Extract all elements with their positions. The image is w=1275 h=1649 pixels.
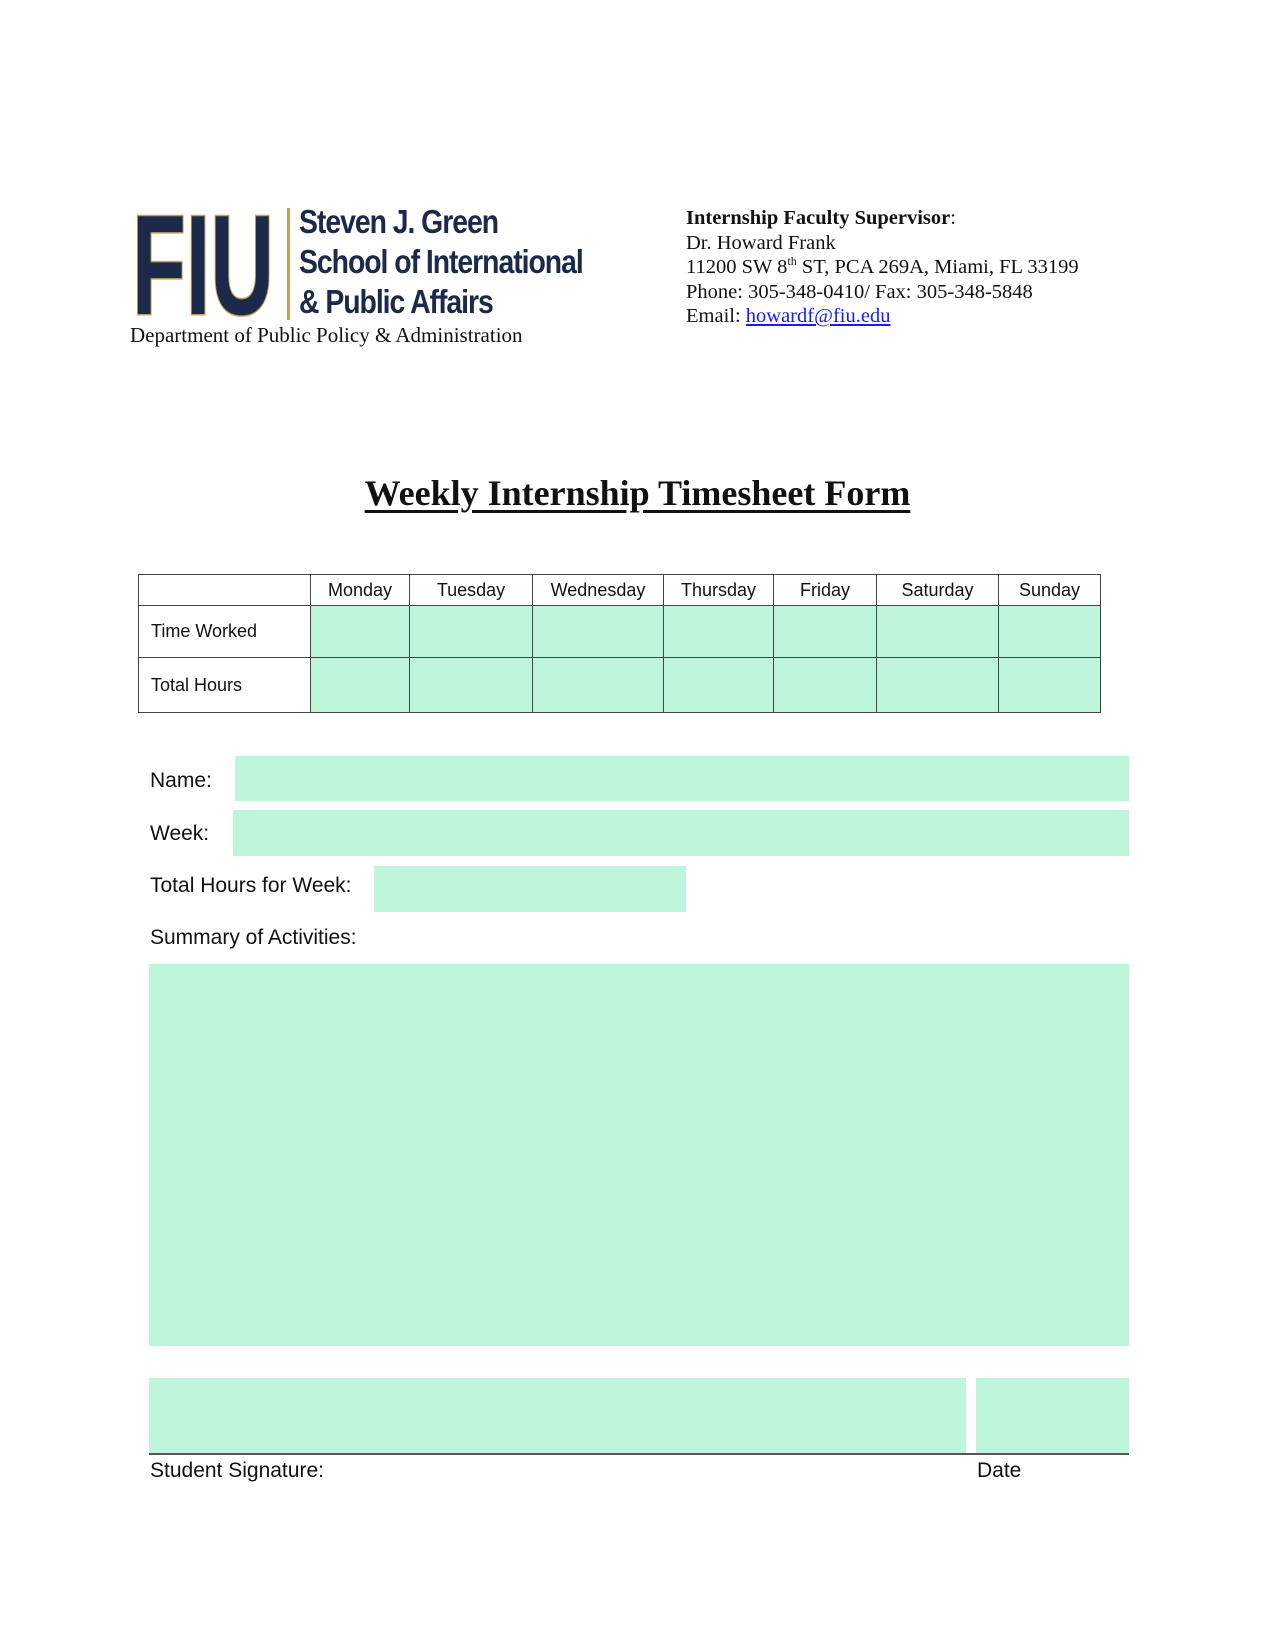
- address-street-number: 11200 SW 8: [686, 256, 788, 278]
- student-signature-field[interactable]: [149, 1378, 966, 1453]
- time-worked-sunday-input[interactable]: [999, 606, 1101, 658]
- row-label-time-worked: Time Worked: [139, 606, 311, 658]
- name-input[interactable]: [235, 756, 1129, 801]
- total-hours-saturday-input[interactable]: [877, 658, 999, 713]
- logo-divider: [287, 208, 290, 320]
- svg-text:FIU: FIU: [132, 208, 274, 320]
- summary-of-activities-textarea[interactable]: [149, 964, 1129, 1346]
- supervisor-name: Dr. Howard Frank: [686, 231, 836, 254]
- total-hours-tuesday-input[interactable]: [410, 658, 533, 713]
- summary-label: Summary of Activities:: [150, 926, 357, 949]
- supervisor-title: Internship Faculty Supervisor: [686, 207, 951, 229]
- date-field[interactable]: [976, 1378, 1129, 1453]
- email-label: Email:: [686, 305, 746, 327]
- time-worked-tuesday-input[interactable]: [410, 606, 533, 658]
- supervisor-phone-fax: Phone: 305-348-0410/ Fax: 305-348-5848: [686, 280, 1033, 303]
- day-header-sunday: Sunday: [999, 575, 1101, 606]
- day-header-thursday: Thursday: [664, 575, 774, 606]
- day-header-monday: Monday: [311, 575, 410, 606]
- supervisor-email-row: [686, 304, 1079, 329]
- table-corner: [139, 575, 311, 606]
- day-header-tuesday: Tuesday: [410, 575, 533, 606]
- total-hours-thursday-input[interactable]: [664, 658, 774, 713]
- address-ordinal: th: [787, 254, 797, 269]
- email-link[interactable]: howardf@fiu.edu: [745, 305, 891, 327]
- signature-line: [149, 1453, 1129, 1455]
- total-hours-for-week-input[interactable]: [374, 866, 686, 912]
- fiu-logo-mark: [130, 208, 278, 320]
- student-signature-label: Student Signature:: [150, 1459, 324, 1482]
- total-hours-sunday-input[interactable]: [999, 658, 1101, 713]
- total-hours-wednesday-input[interactable]: [533, 658, 664, 713]
- logo-line-2: School of International: [299, 243, 583, 280]
- total-hours-for-week-label: Total Hours for Week:: [150, 874, 352, 897]
- time-worked-thursday-input[interactable]: [664, 606, 774, 658]
- day-header-saturday: Saturday: [877, 575, 999, 606]
- week-input[interactable]: [233, 810, 1129, 856]
- time-worked-saturday-input[interactable]: [877, 606, 999, 658]
- fiu-logo: [130, 203, 583, 323]
- time-worked-wednesday-input[interactable]: [533, 606, 664, 658]
- logo-line-3: & Public Affairs: [299, 283, 493, 320]
- supervisor-heading: [686, 206, 1079, 231]
- supervisor-address: [686, 255, 1079, 280]
- total-hours-friday-input[interactable]: [774, 658, 877, 713]
- row-label-total-hours: Total Hours: [139, 658, 311, 713]
- timesheet-table: [138, 574, 1101, 713]
- logo-line-1: Steven J. Green: [299, 203, 499, 240]
- day-header-friday: Friday: [774, 575, 877, 606]
- address-rest: ST, PCA 269A, Miami, FL 33199: [796, 256, 1079, 278]
- supervisor-title-colon: :: [950, 207, 956, 229]
- day-header-wednesday: Wednesday: [533, 575, 664, 606]
- logo-wordmark: [299, 202, 583, 322]
- department-name: Department of Public Policy & Administration: [130, 323, 523, 347]
- week-label: Week:: [150, 822, 210, 845]
- form-title: Weekly Internship Timesheet Form: [364, 473, 911, 513]
- time-worked-monday-input[interactable]: [311, 606, 410, 658]
- date-label: Date: [977, 1459, 1022, 1482]
- supervisor-contact: [686, 206, 1079, 329]
- name-label: Name:: [150, 769, 212, 792]
- time-worked-friday-input[interactable]: [774, 606, 877, 658]
- total-hours-monday-input[interactable]: [311, 658, 410, 713]
